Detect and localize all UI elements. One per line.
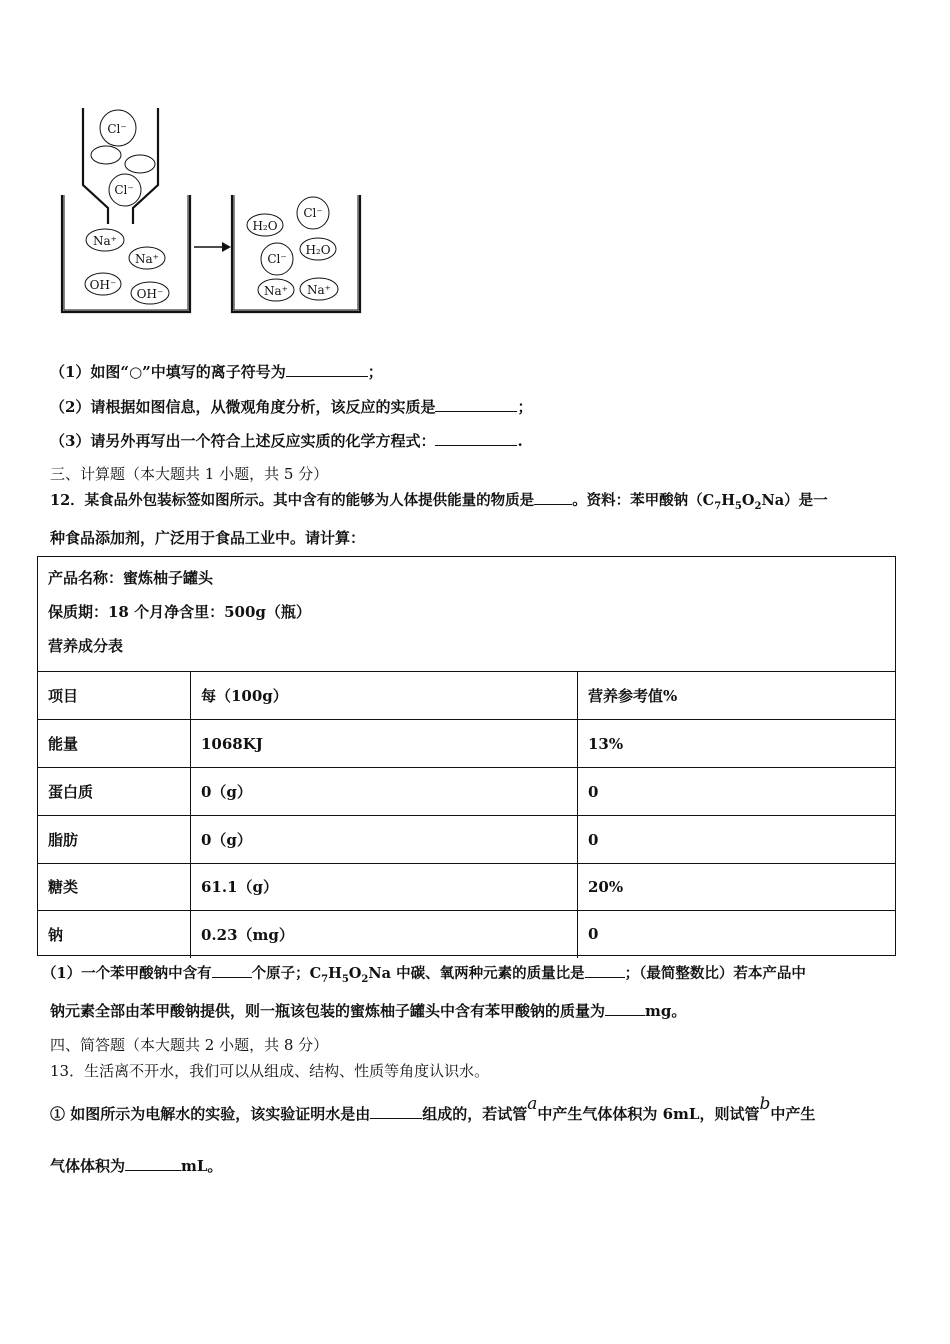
- ion-label: Na⁺: [264, 284, 288, 298]
- answer-blank[interactable]: [370, 1104, 422, 1119]
- answer-blank[interactable]: [585, 963, 625, 978]
- answer-blank[interactable]: [605, 1001, 645, 1016]
- food-label-table: [37, 556, 896, 956]
- ion-label: Na⁺: [307, 283, 331, 297]
- q13-part1: ① 如图所示为电解水的实验，该实验证明水是由 组成的，若试管a中产生气体体积为 6mL，则试管b中产生: [50, 1094, 816, 1123]
- blank-ion-circle: [91, 146, 121, 164]
- header-cell: 营养参考值%: [588, 687, 678, 705]
- answer-blank[interactable]: [534, 490, 572, 505]
- ion-label: Cl⁻: [303, 206, 323, 220]
- answer-blank[interactable]: [435, 431, 517, 446]
- product-name: 产品名称：蜜炼柚子罐头: [48, 569, 214, 587]
- q11-part3: （3）请另外再写出一个符合上述反应实质的化学方程式： .: [50, 432, 523, 450]
- q13-part1-line2: 气体体积为 mL。: [50, 1157, 223, 1175]
- table-row: 蛋白质 0（g） 0: [38, 768, 895, 816]
- section-heading: 四、简答题（本大题共 2 小题，共 8 分）: [50, 1036, 329, 1054]
- table-row: 脂肪 0（g） 0: [38, 816, 895, 864]
- reaction-arrow: [194, 242, 231, 252]
- section-heading: 三、计算题（本大题共 1 小题，共 5 分）: [50, 465, 329, 483]
- blank-ion-circle: [125, 155, 155, 173]
- ion-label: Cl⁻: [114, 183, 134, 197]
- reaction-diagram: [50, 100, 380, 320]
- q13-stem: 13．生活离不开水，我们可以从组成、结构、性质等角度认识水。: [50, 1062, 490, 1080]
- ion-label: H₂O: [305, 243, 331, 257]
- table-row: 钠 0.23（mg） 0: [38, 910, 895, 958]
- ion-label: Cl⁻: [267, 252, 287, 266]
- answer-blank[interactable]: [286, 362, 368, 377]
- header-cell: 每（100g）: [191, 672, 578, 719]
- q12-stem: 12．某食品外包装标签如图所示。其中含有的能够为人体提供能量的物质是 。资料：苯甲酸钠$(C_7H_5O_2Na)$是一: [50, 492, 828, 512]
- ion-label: Na⁺: [93, 234, 117, 248]
- table-title: 营养成分表: [48, 637, 124, 655]
- header-cell: 项目: [38, 672, 191, 719]
- answer-blank[interactable]: [125, 1156, 181, 1171]
- variable-a: a: [527, 1094, 538, 1114]
- answer-blank[interactable]: [435, 397, 517, 412]
- shelf-life: 保质期：18 个月净含里：500g（瓶）: [48, 603, 311, 621]
- ion-label: OH⁻: [89, 278, 117, 292]
- q12-sub1: （1）一个苯甲酸钠中含有 个原子；$C_7H_5O_2Na$ 中碳、氧两种元素的质量比是 ；（最简整数比）若本产品中: [42, 965, 806, 985]
- ion-label: Na⁺: [135, 252, 159, 266]
- q12-stem-line2: 种食品添加剂，广泛用于食品工业中。请计算：: [50, 529, 366, 547]
- variable-b: b: [759, 1094, 771, 1114]
- ion-label: Cl⁻: [107, 122, 127, 136]
- q12-sub1-line2: 钠元素全部由苯甲酸钠提供，则一瓶该包装的蜜炼柚子罐头中含有苯甲酸钠的质量为 mg。: [50, 1002, 687, 1020]
- left-beaker: [62, 195, 190, 312]
- right-beaker: [232, 195, 360, 312]
- table-header-row: [38, 672, 895, 720]
- q11-part2: （2）请根据如图信息，从微观角度分析，该反应的实质是 ；: [50, 398, 533, 416]
- table-row: 能量 1068KJ 13%: [38, 720, 895, 768]
- ion-label: OH⁻: [136, 287, 164, 301]
- q11-part1: （1）如图“○”中填写的离子符号为 ；: [50, 363, 383, 381]
- table-row: 糖类 61.1（g） 20%: [38, 863, 895, 911]
- label-header: [38, 557, 895, 672]
- ion-label: H₂O: [252, 219, 278, 233]
- answer-blank[interactable]: [212, 963, 252, 978]
